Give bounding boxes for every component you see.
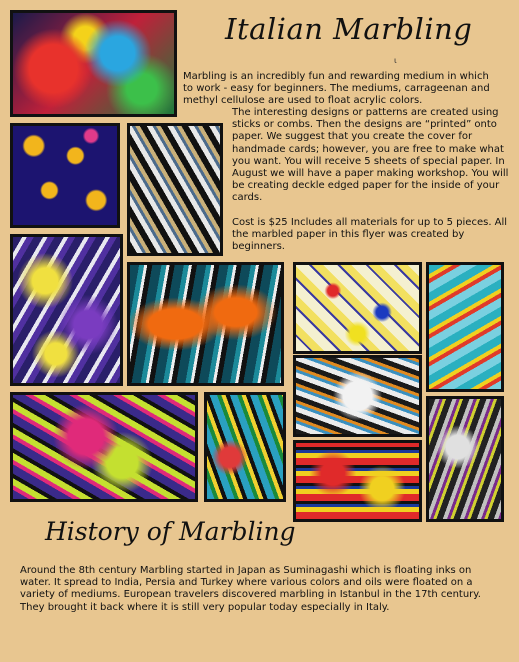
- details-paragraph-2: Cost is $25 Includes all materials for up to 5 pieces. All the marbled paper in this flyer was created by beginners.: [232, 216, 508, 253]
- history-text: Around the 8th century Marbling started in Japan as Suminagashi which is floating inks on water. It spread to India, Persia and Turkey where various colors and oils were floated on a variety of mediums. European travelers discovered marbling in Istanbul in the 17th century. They brought it back where it is still very popular today especially in Italy.: [20, 565, 481, 613]
- page-title: Italian Marbling: [225, 12, 473, 46]
- marbled-image-1: [10, 10, 177, 117]
- marbled-image-4: [10, 234, 123, 386]
- marbled-image-6: [293, 262, 422, 354]
- intro-paragraph: [183, 71, 501, 108]
- details-paragraph-1: The interesting designs or patterns are created using sticks or combs. Then the designs are “printed” onto paper. We suggest that you create the cover for handmade cards; however, you are free to make what you want. You will receive 5 sheets of special paper. In August we will have a paper making workshop. You will be creating deckle edged paper for the inside of your cards.: [232, 107, 509, 204]
- history-paragraph: [20, 565, 500, 614]
- marbled-image-10: [293, 355, 422, 437]
- marbled-image-2: [10, 123, 120, 228]
- marbled-image-9: [204, 392, 286, 502]
- marbled-image-8: [10, 392, 198, 502]
- title-mark: ι: [394, 56, 397, 65]
- history-title: History of Marbling: [45, 517, 296, 546]
- details-block: [232, 107, 510, 253]
- intro-text: Marbling is an incredibly fun and rewarding medium in which to work - easy for beginners. The mediums, carrageenan and methyl cellulose are used to float acrylic colors.: [183, 71, 490, 107]
- marbled-image-3: [127, 123, 223, 256]
- marbled-image-5: [127, 262, 284, 386]
- marbled-image-11: [426, 396, 504, 522]
- marbled-image-7: [426, 262, 504, 392]
- marbled-image-12: [293, 440, 422, 522]
